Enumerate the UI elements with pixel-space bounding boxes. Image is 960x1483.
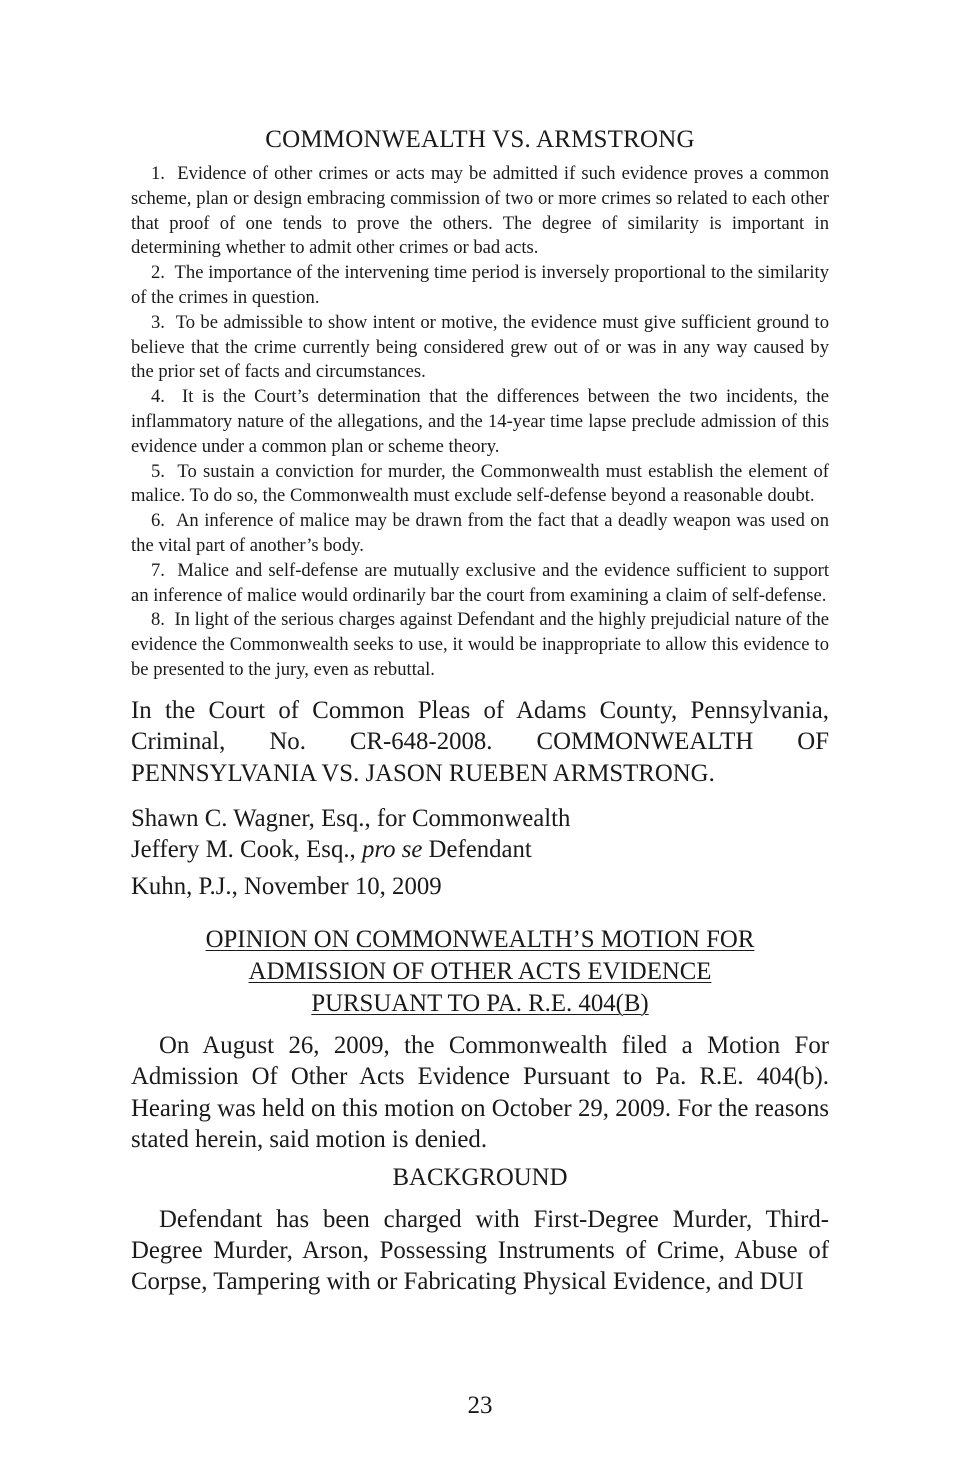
headnote-3 xyxy=(131,311,829,385)
headnote-number: 2. xyxy=(151,262,165,284)
headnote-text: An inference of malice may be drawn from the fact that a deadly weapon was used on the vital part of another’s body. xyxy=(131,510,829,556)
opinion-title xyxy=(131,924,829,1020)
page-number: 23 xyxy=(467,1392,493,1419)
headnotes xyxy=(131,162,829,683)
headnote-number: 8. xyxy=(151,609,165,631)
headnote-text: To sustain a conviction for murder, the Commonwealth must establish the element of malice. To do so, the Commonwealth must exclude self-defense beyond a reasonable doubt. xyxy=(131,460,829,507)
running-head: COMMONWEALTH VS. ARMSTRONG xyxy=(265,126,695,153)
headnote-number: 4. xyxy=(151,386,165,408)
headnote-text: It is the Court’s determination that the differences between the two incidents, the inflammatory nature of the allegations, and the 14-year time lapse preclude admission of this evidence under a common plan or scheme theory. xyxy=(131,386,829,457)
counsel-defendant xyxy=(131,834,829,865)
opinion-title-line-3: PURSUANT TO PA. R.E. 404(B) xyxy=(311,989,649,1017)
headnote-4 xyxy=(131,385,829,459)
defendant-role: Defendant xyxy=(422,835,532,863)
counsel-commonwealth: Shawn C. Wagner, Esq., for Commonwealth xyxy=(131,804,571,832)
case-caption: In the Court of Common Pleas of Adams County, Pennsylvania, Criminal, No. CR-648-2008. COMMONWEALTH OF PENNSYLVANIA VS. JASON RUEBEN ARMSTRONG. xyxy=(131,696,829,787)
headnote-text: The importance of the intervening time period is inversely proportional to the similarity of the crimes in question. xyxy=(131,262,829,308)
headnote-text: To be admissible to show intent or motive, the evidence must give sufficient ground to believe that the crime currently being considered grew out of or was in any way caused by the prior set of facts and circumstances. xyxy=(131,311,830,383)
headnote-text: Malice and self-defense are mutually exclusive and the evidence sufficient to support an inference of malice would ordinarily bar the court from examining a claim of self-defense. xyxy=(131,559,830,606)
headnote-7 xyxy=(131,559,829,609)
headnote-text: Evidence of other crimes or acts may be admitted if such evidence proves a common scheme, plan or design embracing commission of two or more crimes so related to each other that proof of one tends to prove the others. The degree of similarity is important in determining whether to admit other crimes or bad acts. xyxy=(131,163,829,259)
counsel-block xyxy=(131,803,829,865)
opinion-title-line-1: OPINION ON COMMONWEALTH’S MOTION FOR xyxy=(205,925,755,953)
headnote-number: 6. xyxy=(151,510,165,532)
headnote-number: 3. xyxy=(151,311,165,333)
opinion-title-line-2: ADMISSION OF OTHER ACTS EVIDENCE xyxy=(248,957,712,985)
headnote-5 xyxy=(131,460,829,510)
headnote-number: 5. xyxy=(151,460,165,482)
headnote-text: In light of the serious charges against Defendant and the highly prejudicial nature of the evidence the Commonwealth seeks to use, it would be inappropriate to allow this evidence to be presented to the jury, even as rebuttal. xyxy=(131,609,830,680)
pro-se-italic: pro se xyxy=(361,835,423,863)
headnote-8 xyxy=(131,608,829,682)
headnote-1 xyxy=(131,162,829,261)
headnote-2 xyxy=(131,261,829,311)
page-content xyxy=(131,124,829,1298)
headnote-6 xyxy=(131,509,829,559)
intro-paragraph: On August 26, 2009, the Commonwealth filed a Motion For Admission Of Other Acts Evidence Pursuant to Pa. R.E. 404(b). Hearing was held on this motion on October 29, 2009. For the reasons stated herein, said motion is denied. xyxy=(131,1031,829,1154)
headnote-number: 1. xyxy=(151,163,165,184)
background-paragraph: Defendant has been charged with First-Degree Murder, Third-Degree Murder, Arson, Possessing Instruments of Crime, Abuse of Corpse, Tampering with or Fabricating Physical Evidence, and DUI xyxy=(131,1205,829,1296)
defendant-counsel-name: Jeffery M. Cook, Esq., xyxy=(131,835,362,863)
headnote-number: 7. xyxy=(151,559,165,581)
judge-line: Kuhn, P.J., November 10, 2009 xyxy=(131,872,442,900)
section-heading: BACKGROUND xyxy=(392,1163,568,1191)
